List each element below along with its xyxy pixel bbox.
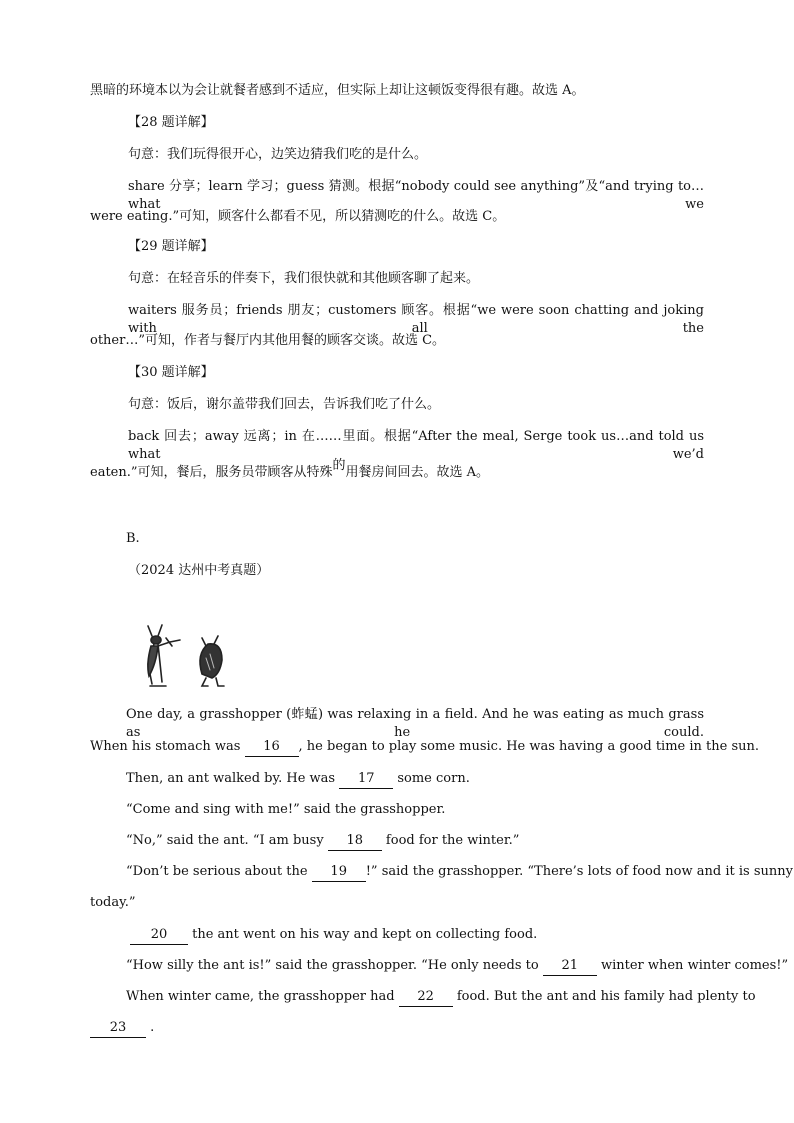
- blank-16[interactable]: 16: [245, 738, 299, 757]
- q30-expl-part-b: 的: [332, 458, 346, 473]
- story-line-7: today.”: [90, 895, 136, 910]
- source-label: （2024 达州中考真题）: [128, 563, 270, 578]
- q28-explanation-line2: were eating.”可知，顾客什么都看不见，所以猜测吃的什么。故选 C。: [90, 209, 506, 224]
- q29-meaning: 句意：在轻音乐的伴奏下，我们很快就和其他顾客聊了起来。: [128, 271, 480, 286]
- story-line-10: [126, 988, 756, 1007]
- grasshopper-icon: [148, 625, 180, 686]
- story-text: winter when winter comes!”: [596, 958, 789, 973]
- blank-23[interactable]: 23: [90, 1019, 146, 1038]
- q28-heading: 【28 题详解】: [128, 115, 214, 130]
- section-label: B.: [126, 531, 140, 546]
- story-line-2: [90, 738, 759, 757]
- blank-20[interactable]: 20: [130, 926, 188, 945]
- story-line-11: [90, 1019, 154, 1038]
- blank-17[interactable]: 17: [339, 770, 393, 789]
- grasshopper-and-ant-illustration: [136, 624, 246, 694]
- ant-icon: [200, 636, 224, 686]
- q30-expl-part-a: eaten.”可知，餐后，服务员带顾客从特殊: [90, 465, 333, 480]
- story-line-5: [126, 832, 519, 851]
- q28-explanation-line1: share 分享；learn 学习；guess 猜测。根据“nobody could see anything”及“and trying to…what we: [128, 179, 704, 212]
- story-text: , he began to play some music. He was having a good time in the sun.: [298, 739, 759, 754]
- story-line-6: [126, 863, 793, 882]
- story-text: “Don’t be serious about the: [126, 864, 312, 879]
- story-line-8: [130, 926, 537, 945]
- story-text: food. But the ant and his family had plenty to: [452, 989, 756, 1004]
- story-text: “How silly the ant is!” said the grasshopper. “He only needs to: [126, 958, 543, 973]
- story-line-4: “Come and sing with me!” said the grasshopper.: [126, 802, 446, 817]
- story-line-1: One day, a grasshopper (蚱蜢) was relaxing in a field. And he was eating as much grass as he could.: [126, 707, 704, 740]
- story-text: .: [146, 1020, 155, 1035]
- story-text: some corn.: [393, 771, 470, 786]
- q29-heading: 【29 题详解】: [128, 239, 214, 254]
- q29-explanation-line2: other…”可知，作者与餐厅内其他用餐的顾客交谈。故选 C。: [90, 333, 446, 348]
- q30-explanation-line2: [90, 458, 490, 482]
- story-text: When winter came, the grasshopper had: [126, 989, 399, 1004]
- paragraph-conclusion: 黑暗的环境本以为会让就餐者感到不适应，但实际上却让这顿饭变得很有趣。故选 A。: [90, 83, 585, 98]
- story-text: food for the winter.”: [381, 833, 520, 848]
- blank-22[interactable]: 22: [399, 988, 453, 1007]
- q30-meaning: 句意：饭后，谢尔盖带我们回去，告诉我们吃了什么。: [128, 397, 441, 412]
- story-text: Then, an ant walked by. He was: [126, 771, 340, 786]
- blank-18[interactable]: 18: [328, 832, 382, 851]
- q30-explanation-line1: back 回去；away 远离；in 在……里面。根据“After the meal, Serge took us…and told us what we’d: [128, 429, 704, 462]
- q28-meaning: 句意：我们玩得很开心，边笑边猜我们吃的是什么。: [128, 147, 428, 162]
- blank-19[interactable]: 19: [312, 863, 366, 882]
- blank-21[interactable]: 21: [543, 957, 597, 976]
- story-text: the ant went on his way and kept on collecting food.: [188, 927, 538, 942]
- q29-explanation-line1: waiters 服务员；friends 朋友；customers 顾客。根据“we were soon chatting and joking with all the: [128, 303, 704, 336]
- story-text: “No,” said the ant. “I am busy: [126, 833, 328, 848]
- story-line-9: [126, 957, 788, 976]
- q30-expl-part-c: 用餐房间回去。故选 A。: [345, 465, 490, 480]
- story-line-3: [126, 770, 470, 789]
- story-text: When his stomach was: [90, 739, 245, 754]
- story-text: !” said the grasshopper. “There’s lots of food now and it is sunny: [365, 864, 793, 879]
- q30-heading: 【30 题详解】: [128, 365, 214, 380]
